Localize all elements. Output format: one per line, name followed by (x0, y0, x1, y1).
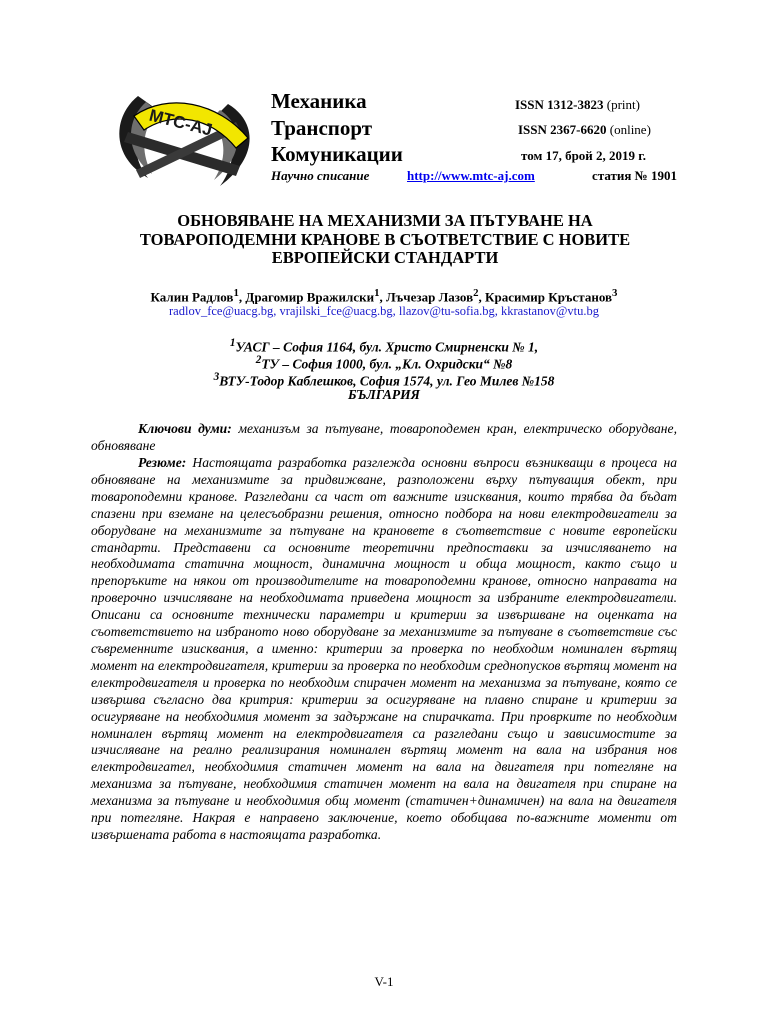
journal-type: Научно списание (271, 168, 370, 183)
journal-name-line-2: Транспорт (271, 116, 373, 140)
journal-logo (108, 86, 260, 196)
author-name: Красимир Кръстанов (485, 289, 613, 305)
author-name: Калин Радлов (150, 289, 234, 305)
author-affiliation-mark: 2 (473, 287, 479, 299)
issn-online (518, 122, 651, 138)
author-affiliation-mark: 3 (612, 287, 618, 299)
author-affiliation-mark: 1 (233, 287, 239, 299)
issn-print-note: (print) (606, 97, 640, 112)
issn-print-number: ISSN 1312-3823 (515, 97, 604, 112)
title-line-2: ТОВАРОПОДЕМНИ КРАНОВЕ В СЪОТВЕТСТВИЕ С НОВИТЕ (139, 229, 631, 249)
issn-online-note: (online) (609, 122, 651, 137)
author-name: Лъчезар Лазов (386, 289, 474, 305)
abstract-label: Резюме: (138, 455, 187, 470)
keywords-paragraph (91, 421, 677, 455)
affiliation-text: ТУ – София 1000, бул. „Кл. Охридски“ №8 (261, 356, 513, 372)
country: БЪЛГАРИЯ (348, 387, 420, 402)
affiliation-text: УАСГ – София 1164, бул. Христо Смирненски № 1, (235, 339, 539, 355)
keywords-text: механизъм за пътуване, товароподемен кран, електрическо оборудване, обновяване (91, 421, 677, 453)
title-line-1: ОБНОВЯВАНЕ НА МЕХАНИЗМИ ЗА ПЪТУВАНЕ НА (177, 211, 593, 230)
affiliation-mark: 2 (255, 354, 262, 366)
volume-issue: том 17, брой 2, 2019 г. (521, 148, 646, 163)
page-number: V-1 (374, 974, 394, 989)
issn-online-number: ISSN 2367-6620 (518, 122, 607, 137)
abstract-text: Настоящата разработка разглежда основни въпроси възникващи в процеса на обновяване на механизмите за придвижване, разположени върху пътуващия обект, при товароподемни кранове. Разгледани са част от важните изисквания, които трябва да бъдат спазени при вземане на целесъобразни решения, относно подбора на нови електродвигатели за оборудване на механизмите за пътуване на крановете в съответствие с новите европейски стандарти. Представени са основните теоретични предпоставки за изчисляването на необходимата статична мощност, динамична мощност и обща мощност, както също и препоръките на някои от производителите на товароподемни кранове, относно направата на проверочно изчисляване на необходимата приведена мощност за избраните електродвигатели. Описани са основните технически параметри и критерии за извършване на оценката на съответствието на избраното ново оборудване за механизмите за пътуване в съответствие със съвременните изисквания, а именно: критерии за проверка по необходим номинален въртящ момент на електродвигателя, критерии за проверка по необходим среднопусков въртящ момент на електродвигателя и проверка по необходим спирачен момент на механизма за пътуване, която се извършва съгласно два критрия: критерии за осигуряване на плавно спиране и критерии за осигуряване на необходимия момент за задържане на спирачката. При проврките по необходим номинален въртящ момент на електродвигателя са разгледани също и зависимостите за изчисляване на реално реализирания номинален въртящ момент на вала на избрания нов електродвигател, необходимия статичен момент на вала на двигателя при потегляне на механизма за пътуване, необходимия статичен момент на вала на двигателя при спиране на механизма за пътуване и необходимия общ момент (статичен+динамичен) на вала на двигателя при потегляне. Накрая е направено заключение, което обобщава по-важните моменти от извършената работа в настоящата разработка. (91, 455, 677, 842)
title-line-3: ЕВРОПЕЙСКИ СТАНДАРТИ (271, 248, 499, 267)
issn-print (515, 97, 640, 113)
article-number: статия № 1901 (592, 168, 677, 183)
journal-name-line-3: Комуникации (271, 142, 403, 166)
authors-line: Калин Радлов$^1$, Драгомир Вражилски$^1$, Лъчезар Лазов$^2$, Красимир Кръстанов$^3$ (150, 287, 618, 305)
author-name: Драгомир Вражилски (245, 289, 375, 305)
journal-url-link[interactable]: http://www.mtc-aj.com (407, 168, 535, 183)
affiliation-text: ВТУ-Тодор Каблешков, София 1574, ул. Гео Милев №158 (219, 373, 555, 389)
abstract-paragraph (91, 455, 677, 844)
logo-text: MTC-AJ (147, 105, 215, 140)
paper-title (90, 212, 680, 268)
affiliation-mark: 3 (213, 371, 220, 383)
affiliation-mark: 1 (229, 337, 236, 349)
keywords-label: Ключови думи: (138, 421, 232, 436)
author-affiliation-mark: 1 (374, 287, 380, 299)
journal-name-line-1: Механика (271, 89, 367, 113)
author-emails[interactable]: radlov_fce@uacg.bg, vrajilski_fce@uacg.bg, llazov@tu-sofia.bg, kkrastanov@vtu.bg (169, 304, 599, 318)
